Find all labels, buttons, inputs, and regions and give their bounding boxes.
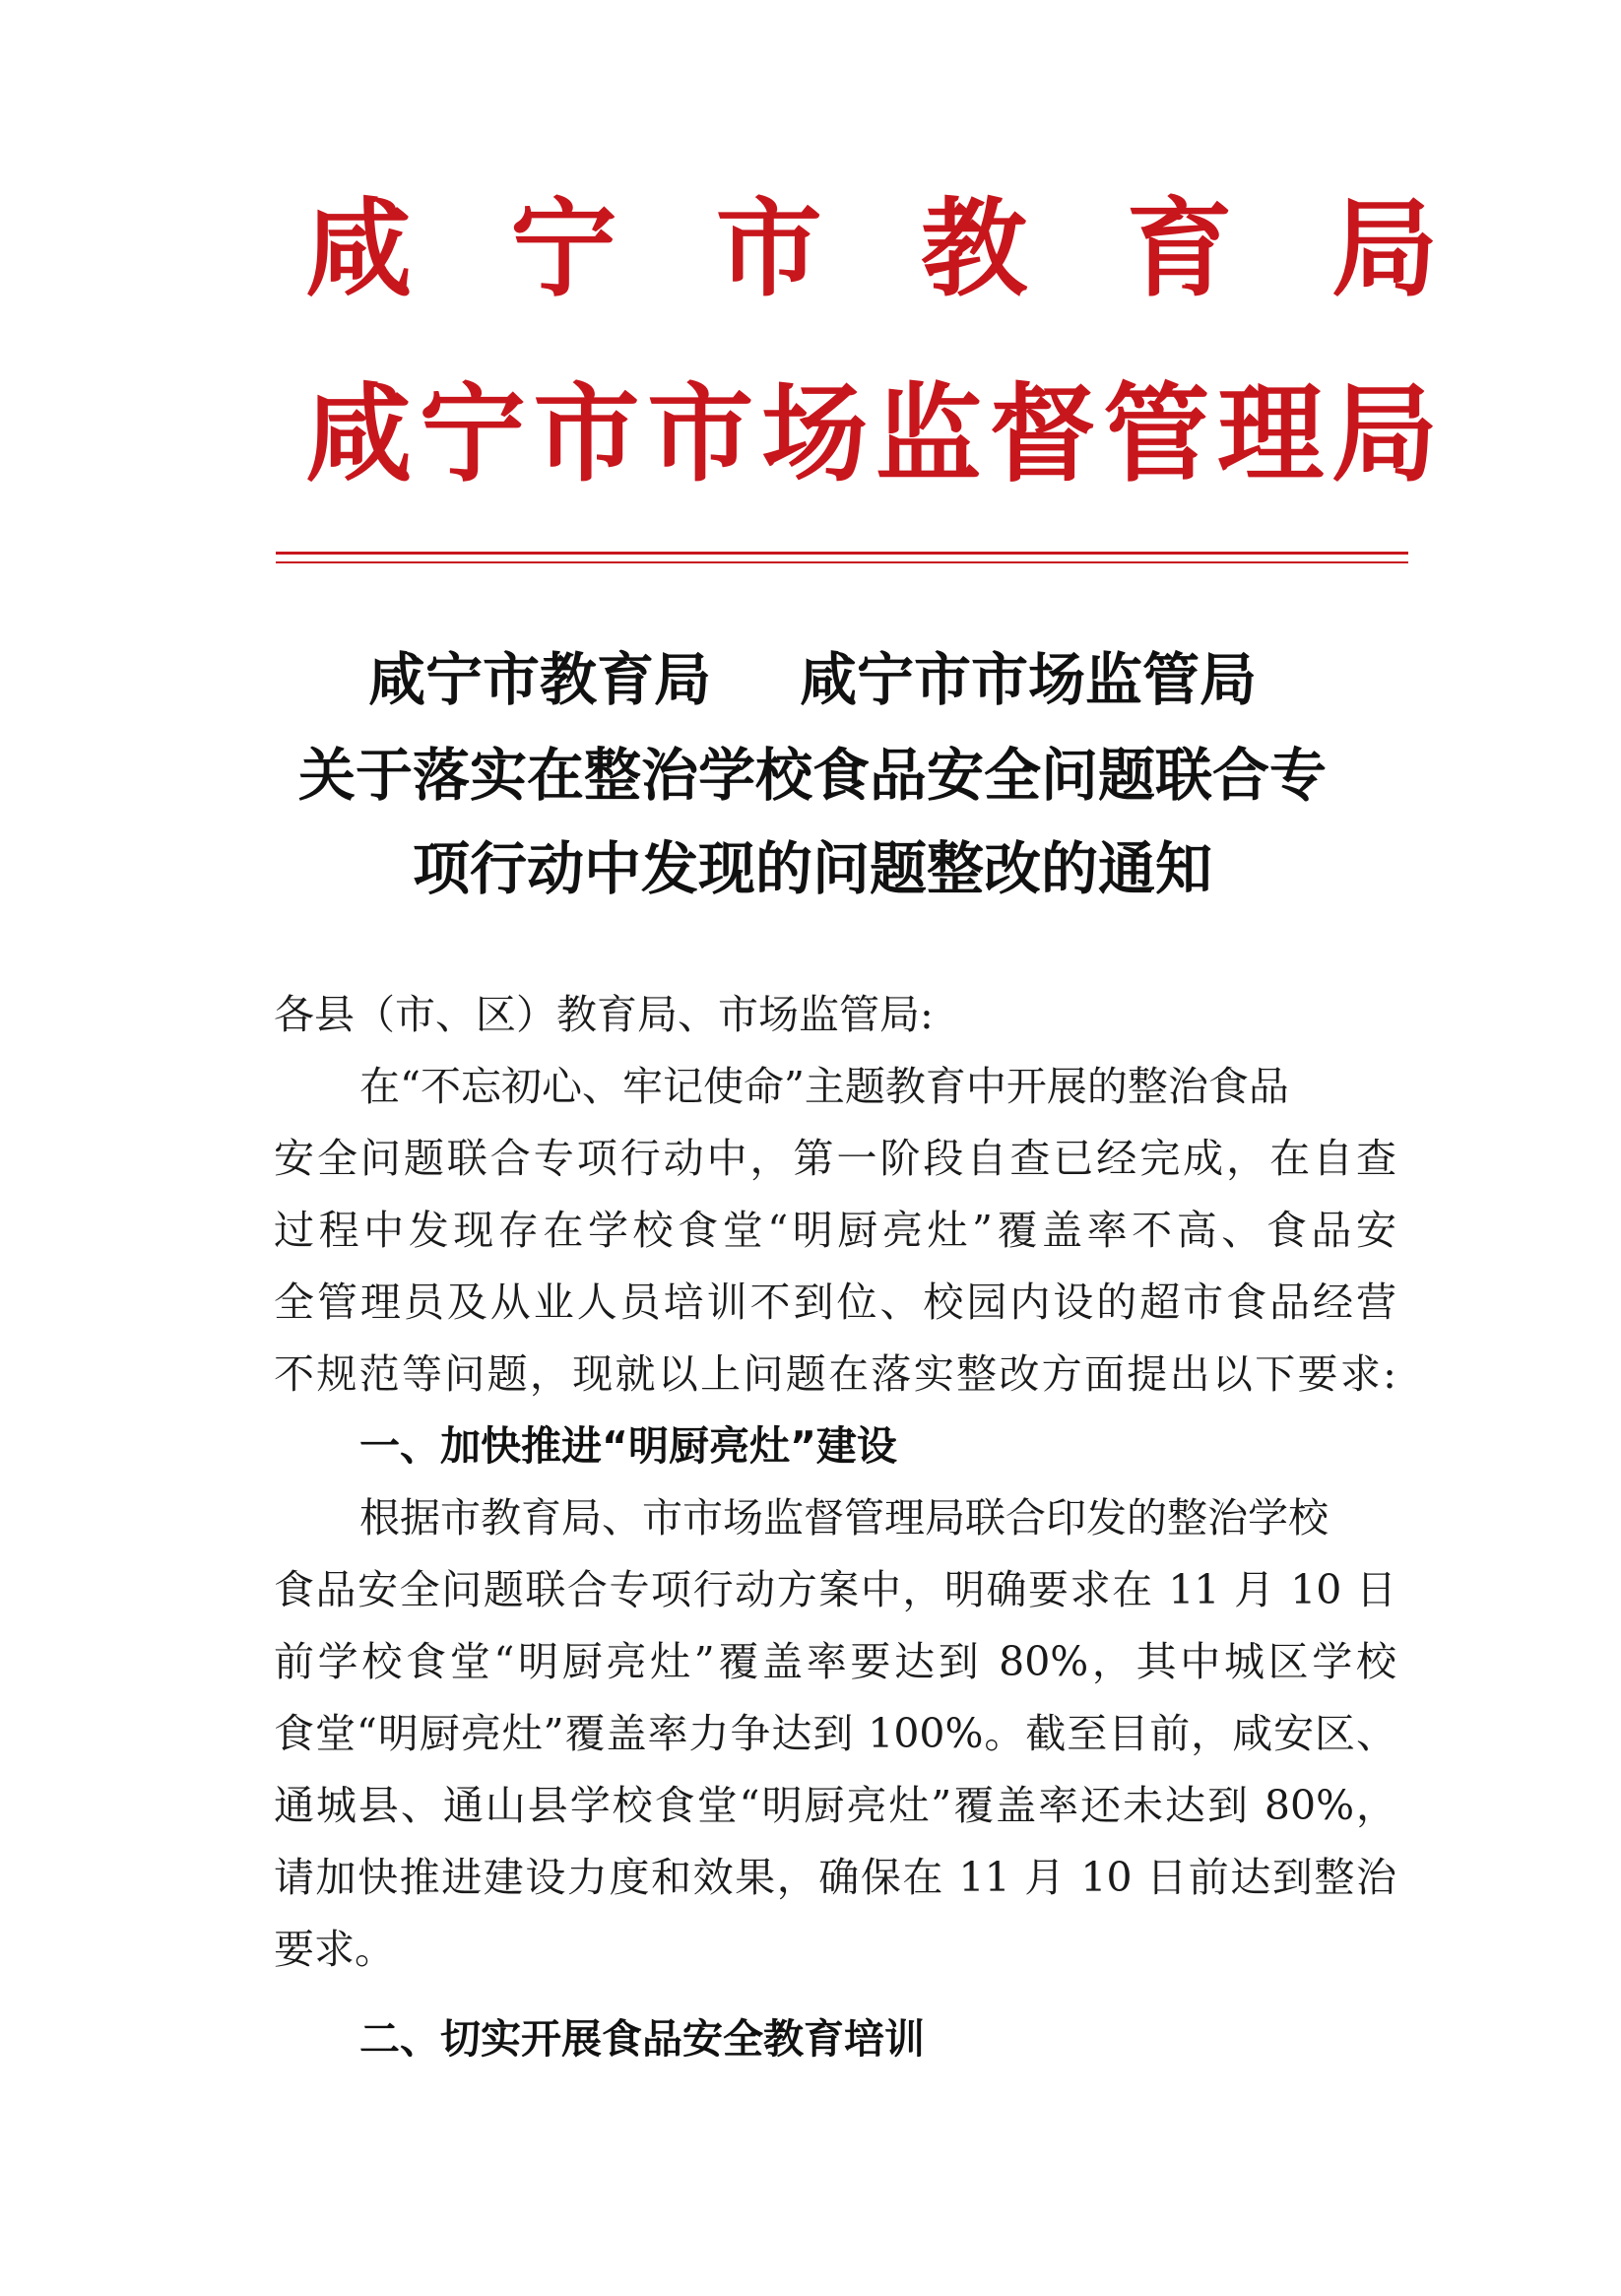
- header-char: 市: [715, 187, 822, 311]
- header-char: 咸: [305, 372, 413, 496]
- header-char: 宁: [510, 187, 617, 311]
- salutation: 各县（市、区）教育局、市场监管局:: [274, 991, 934, 1038]
- header-authority-1: [305, 185, 1438, 313]
- header-char: 场: [761, 372, 869, 496]
- header-char: 育: [1126, 187, 1233, 311]
- header-divider-secondary: [276, 561, 1408, 563]
- document-title-line-3: 项行动中发现的问题整改的通知: [412, 835, 1212, 902]
- header-char: 局: [1330, 372, 1438, 496]
- header-char: 理: [1217, 372, 1325, 496]
- header-char: 教: [921, 187, 1028, 311]
- header-authority-2: [305, 370, 1438, 498]
- document-title-issuers: [197, 645, 1428, 714]
- section-1-line-7: 要求。: [274, 1926, 395, 1973]
- section-1-line-2: 食品安全问题联合专项行动方案中，明确要求在 11 月 10 日: [274, 1566, 1396, 1613]
- header-char: 管: [1103, 372, 1210, 496]
- intro-line-2: 安全问题联合专项行动中，第一阶段自查已经完成，在自查: [274, 1135, 1396, 1182]
- header-char: 市: [647, 372, 754, 496]
- intro-line-3: 过程中发现存在学校食堂“明厨亮灶”覆盖率不高、食品安: [274, 1207, 1396, 1254]
- document-title-line-2: 关于落实在整治学校食品安全问题联合专: [297, 742, 1327, 809]
- header-char: 局: [1330, 187, 1438, 311]
- header-char: 督: [989, 372, 1096, 496]
- section-1-line-1: 根据市教育局、市市场监督管理局联合印发的整治学校: [359, 1494, 1329, 1542]
- section-1-heading: 一、加快推进“明厨亮灶”建设: [359, 1422, 897, 1470]
- header-char: 宁: [419, 372, 526, 496]
- header-char: 市: [533, 372, 640, 496]
- intro-line-4: 全管理员及从业人员培训不到位、校园内设的超市食品经营: [274, 1279, 1396, 1326]
- section-1-line-6: 请加快推进建设力度和效果，确保在 11 月 10 日前达到整治: [274, 1854, 1396, 1901]
- section-1-line-4: 食堂“明厨亮灶”覆盖率力争达到 100%。截至目前，咸安区、: [274, 1710, 1396, 1757]
- section-2-heading: 二、切实开展食品安全教育培训: [359, 2015, 925, 2063]
- header-char: 监: [875, 372, 982, 496]
- title-issuer-left: 咸宁市教育局: [367, 646, 711, 713]
- intro-line-5: 不规范等问题，现就以上问题在落实整改方面提出以下要求:: [274, 1350, 1396, 1398]
- title-issuer-right: 咸宁市市场监管局: [800, 646, 1258, 713]
- header-char: 咸: [305, 187, 413, 311]
- section-1-line-5: 通城县、通山县学校食堂“明厨亮灶”覆盖率还未达到 80%，: [274, 1782, 1396, 1829]
- section-1-line-3: 前学校食堂“明厨亮灶”覆盖率要达到 80%，其中城区学校: [274, 1638, 1396, 1685]
- intro-line-1: 在“不忘初心、牢记使命”主题教育中开展的整治食品: [359, 1063, 1289, 1110]
- header-divider: [276, 552, 1408, 555]
